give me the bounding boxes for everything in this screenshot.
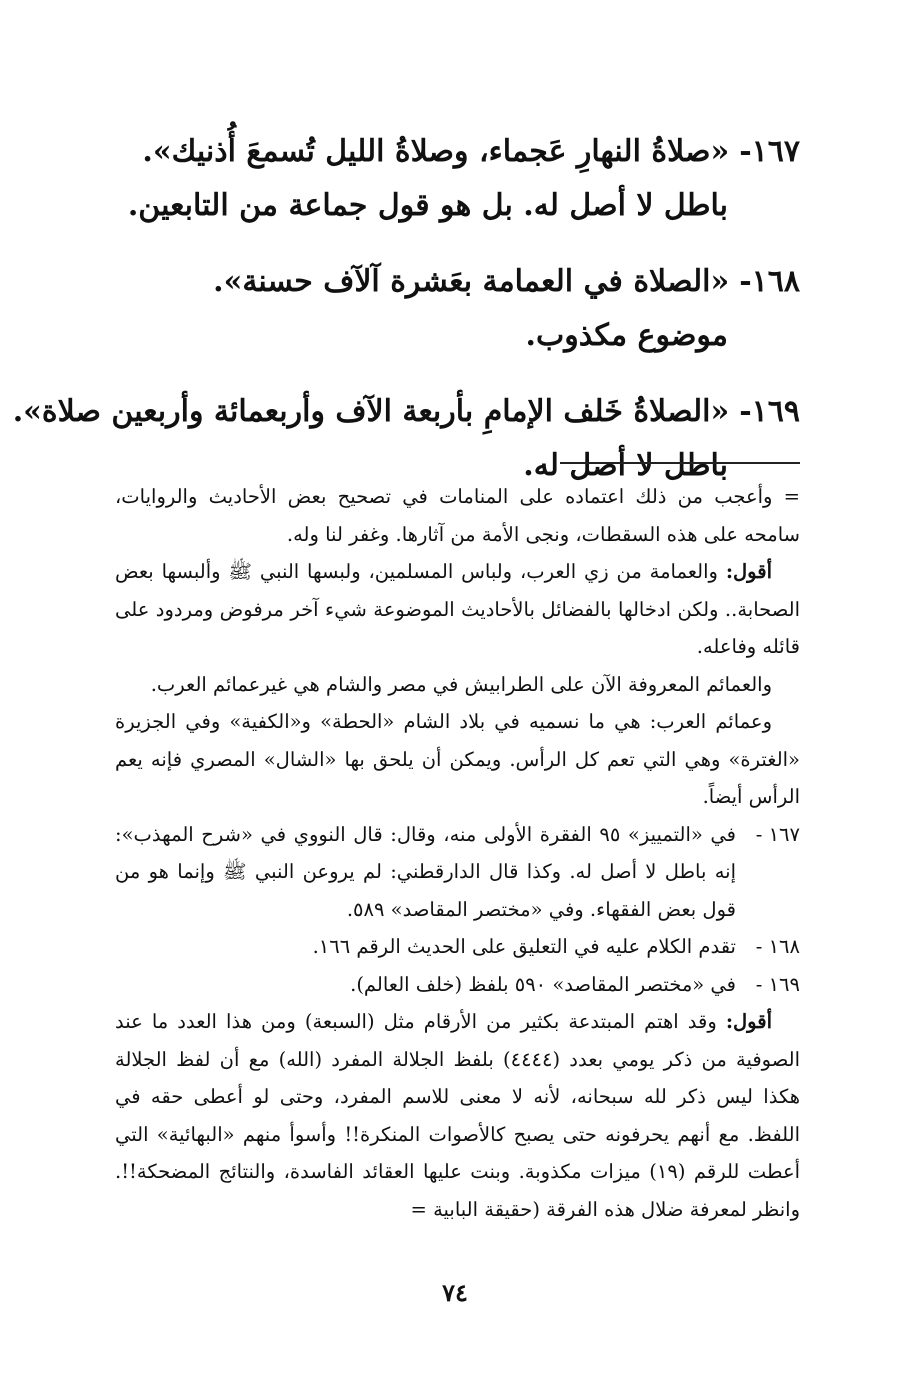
hadith-text: «الصلاة في العمامة بعَشرة آلآف حسنة». <box>213 264 730 299</box>
hadith-text: «صلاةُ النهارِ عَجماء، وصلاةُ الليل تُسمعَ أُذنيك». <box>142 134 730 169</box>
reference-text: في «التمييز» ٩٥ الفقرة الأولى منه، وقال: قال النووي في «شرح المهذب»: إنه باطل لا أصل له. وكذا قال الدارقطني: لم يروعن النبي ﷺ وإنما هو من قول بعض الفقهاء. وفي «مختصر المقاصد» ٥٨٩. <box>115 822 736 921</box>
hadith-line <box>12 385 800 439</box>
hadith-entries <box>12 125 800 515</box>
hadith-number: ١٦٨- <box>739 264 800 299</box>
hadith-verdict: باطل لا أصل له. <box>523 448 728 483</box>
footnote-paragraph <box>115 553 800 666</box>
hadith-verdict: باطل لا أصل له. بل هو قول جماعة من التابعين. <box>127 188 728 223</box>
note-label: أقول: <box>725 1010 772 1033</box>
footnote-separator <box>560 462 800 464</box>
hadith-number: ١٦٩- <box>739 394 800 429</box>
page-number: ٧٤ <box>442 1278 468 1307</box>
footnote-reference <box>115 816 800 929</box>
hadith-verdict: موضوع مكذوب. <box>525 318 728 353</box>
footnotes <box>115 478 800 1228</box>
hadith-entry <box>12 385 800 493</box>
note-text: والعمامة من زي العرب، ولباس المسلمين، ولبسها النبي ﷺ وألبسها بعض الصحابة.. ولكن ادخالها بالفضائل بالأحاديث الموضوعة شيء آخر مرفوض ومردود على قائله وفاعله. <box>115 560 800 658</box>
reference-text: تقدم الكلام عليه في التعليق على الحديث الرقم ١٦٦. <box>312 935 736 958</box>
hadith-entry <box>110 255 800 363</box>
footnote-paragraph: والعمائم المعروفة الآن على الطرابيش في مصر والشام هي غيرعمائم العرب. <box>150 672 772 696</box>
footnote-reference <box>115 966 800 1004</box>
reference-number: ١٦٨ - <box>755 935 800 958</box>
hadith-line <box>110 125 800 179</box>
footnote-paragraph <box>115 1003 800 1228</box>
hadith-entry <box>110 125 800 233</box>
reference-number: ١٦٧ - <box>755 822 800 846</box>
footnote-paragraph: وعمائم العرب: هي ما نسميه في بلاد الشام «الحطة» و«الكفية» وفي الجزيرة «الغترة» وهي التي تعم كل الرأس. ويمكن أن يلحق بها «الشال» المصري فإنه يعم الرأس أيضاً. <box>115 710 800 808</box>
footnote-reference <box>115 928 800 966</box>
hadith-number: ١٦٧- <box>739 134 800 169</box>
hadith-line <box>110 255 800 309</box>
reference-text: في «مختصر المقاصد» ٥٩٠ بلفظ (خلف العالم). <box>350 972 736 996</box>
note-label: أقول: <box>725 560 772 583</box>
hadith-text: «الصلاةُ خَلف الإمامِ بأربعة الآف وأربعمائة وأربعين صلاة». <box>12 394 730 429</box>
reference-number: ١٦٩ - <box>755 972 800 996</box>
footnote-paragraph: = وأعجب من ذلك اعتماده على المنامات في تصحيح بعض الأحاديث والروايات، سامحه على هذه السقطات، ونجى الأمة من آثارها. وغفر لنا وله. <box>115 485 800 546</box>
note-text: وقد اهتم المبتدعة بكثير من الأرقام مثل (السبعة) ومن هذا العدد ما عند الصوفية من ذكر يومي بعدد (٤٤٤٤) بلفظ الجلالة المفرد (الله) مع أن لفظ الجلالة هكذا ليس ذكر لله سبحانه، لأنه لا معنى للاسم المفرد، وحتى لو أعطى حقه في اللفظ. مع أنهم يحرفونه حتى يصبح كالأصوات المنكرة!! وأسوأ منهم «البهائية» التي أعطت للرقم (١٩) ميزات مكذوبة. وبنت عليها العقائد الفاسدة، والنتائج المضحكة!!. وانظر لمعرفة ضلال هذه الفرقة (حقيقة البابية = <box>115 1010 800 1221</box>
